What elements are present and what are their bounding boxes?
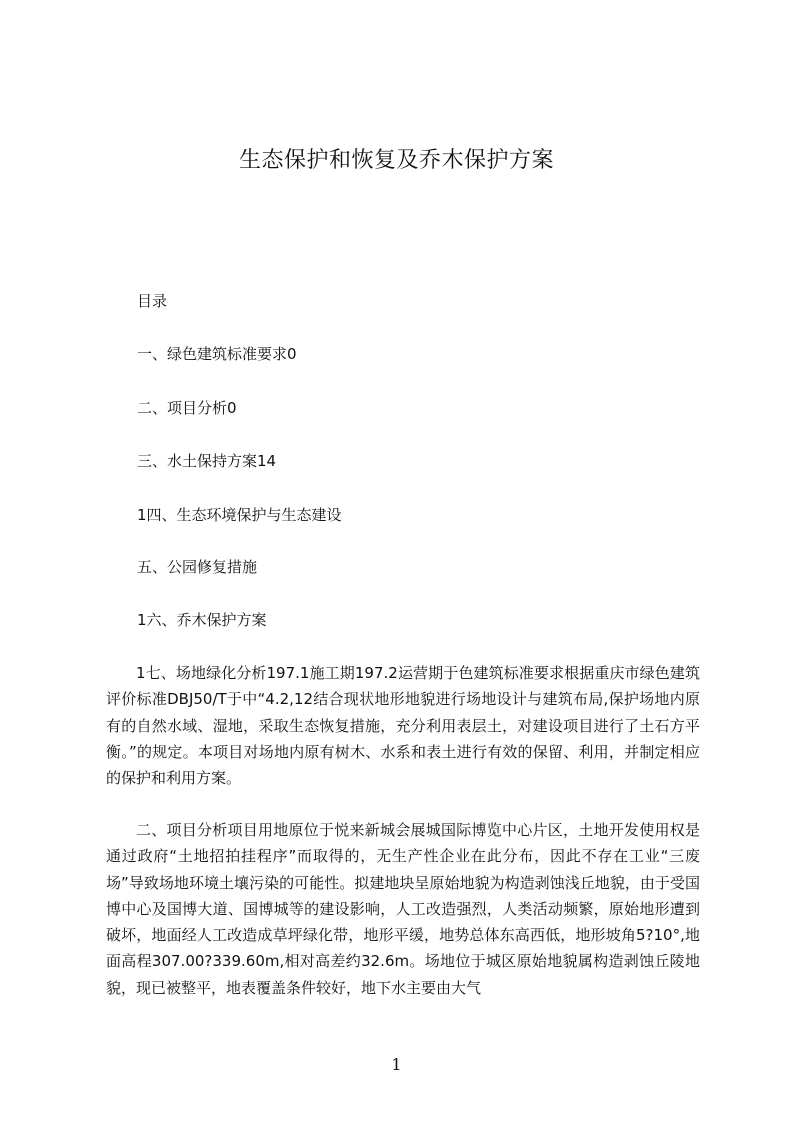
paragraph-project-analysis: 二、项目分析项目用地原位于悦来新城会展城国际博览中心片区，土地开发使用权是通过政府“土地招拍挂程序”而取得的，无生产性企业在此分布，因此不存在工业“三废场”导致场地环境土壤污染的可能性。拟建地块呈原始地貌为构造剥蚀浅丘地貌，由于受国博中心及国博大道、国博城等的建设影响，人工改造强烈，人类活动频繁，原始地形遭到破坏，地面经人工改造成草坪绿化带，地形平缓，地势总体东高西低，地形坡角5?10°,地面高程307.00?339.60m,相对高差约32.6m。场地位于城区原始地貌属构造剥蚀丘陵地貌，现已被整平，地表覆盖条件较好，地下水主要由大气 — [106, 821, 700, 997]
toc-item-4: 1四、生态环境保护与生态建设 — [137, 506, 342, 524]
toc-item-2: 二、项目分析0 — [137, 399, 237, 417]
toc-heading: 目录 — [137, 292, 168, 310]
toc-item-1: 一、绿色建筑标准要求0 — [137, 345, 297, 363]
page-number: 1 — [391, 1055, 402, 1074]
document-title: 生态保护和恢复及乔木保护方案 — [238, 148, 554, 173]
toc-item-3: 三、水土保持方案14 — [137, 452, 277, 470]
toc-item-5: 五、公园修复措施 — [137, 558, 258, 576]
paragraph-site-greening: 1七、场地绿化分析197.1施工期197.2运营期于色建筑标准要求根据重庆市绿色建筑评价标准DBJ50/T于中“4.2,12结合现状地形地貌进行场地设计与建筑布局,保护场地内原有的自然水域、湿地，采取生态恢复措施，充分利用表层土，对建设项目进行了土石方平衡。”的规定。本项目对场地内原有树木、水系和表土进行有效的保留、利用，并制定相应的保护和利用方案。 — [106, 664, 700, 788]
toc-item-6: 1六、乔木保护方案 — [137, 611, 267, 629]
